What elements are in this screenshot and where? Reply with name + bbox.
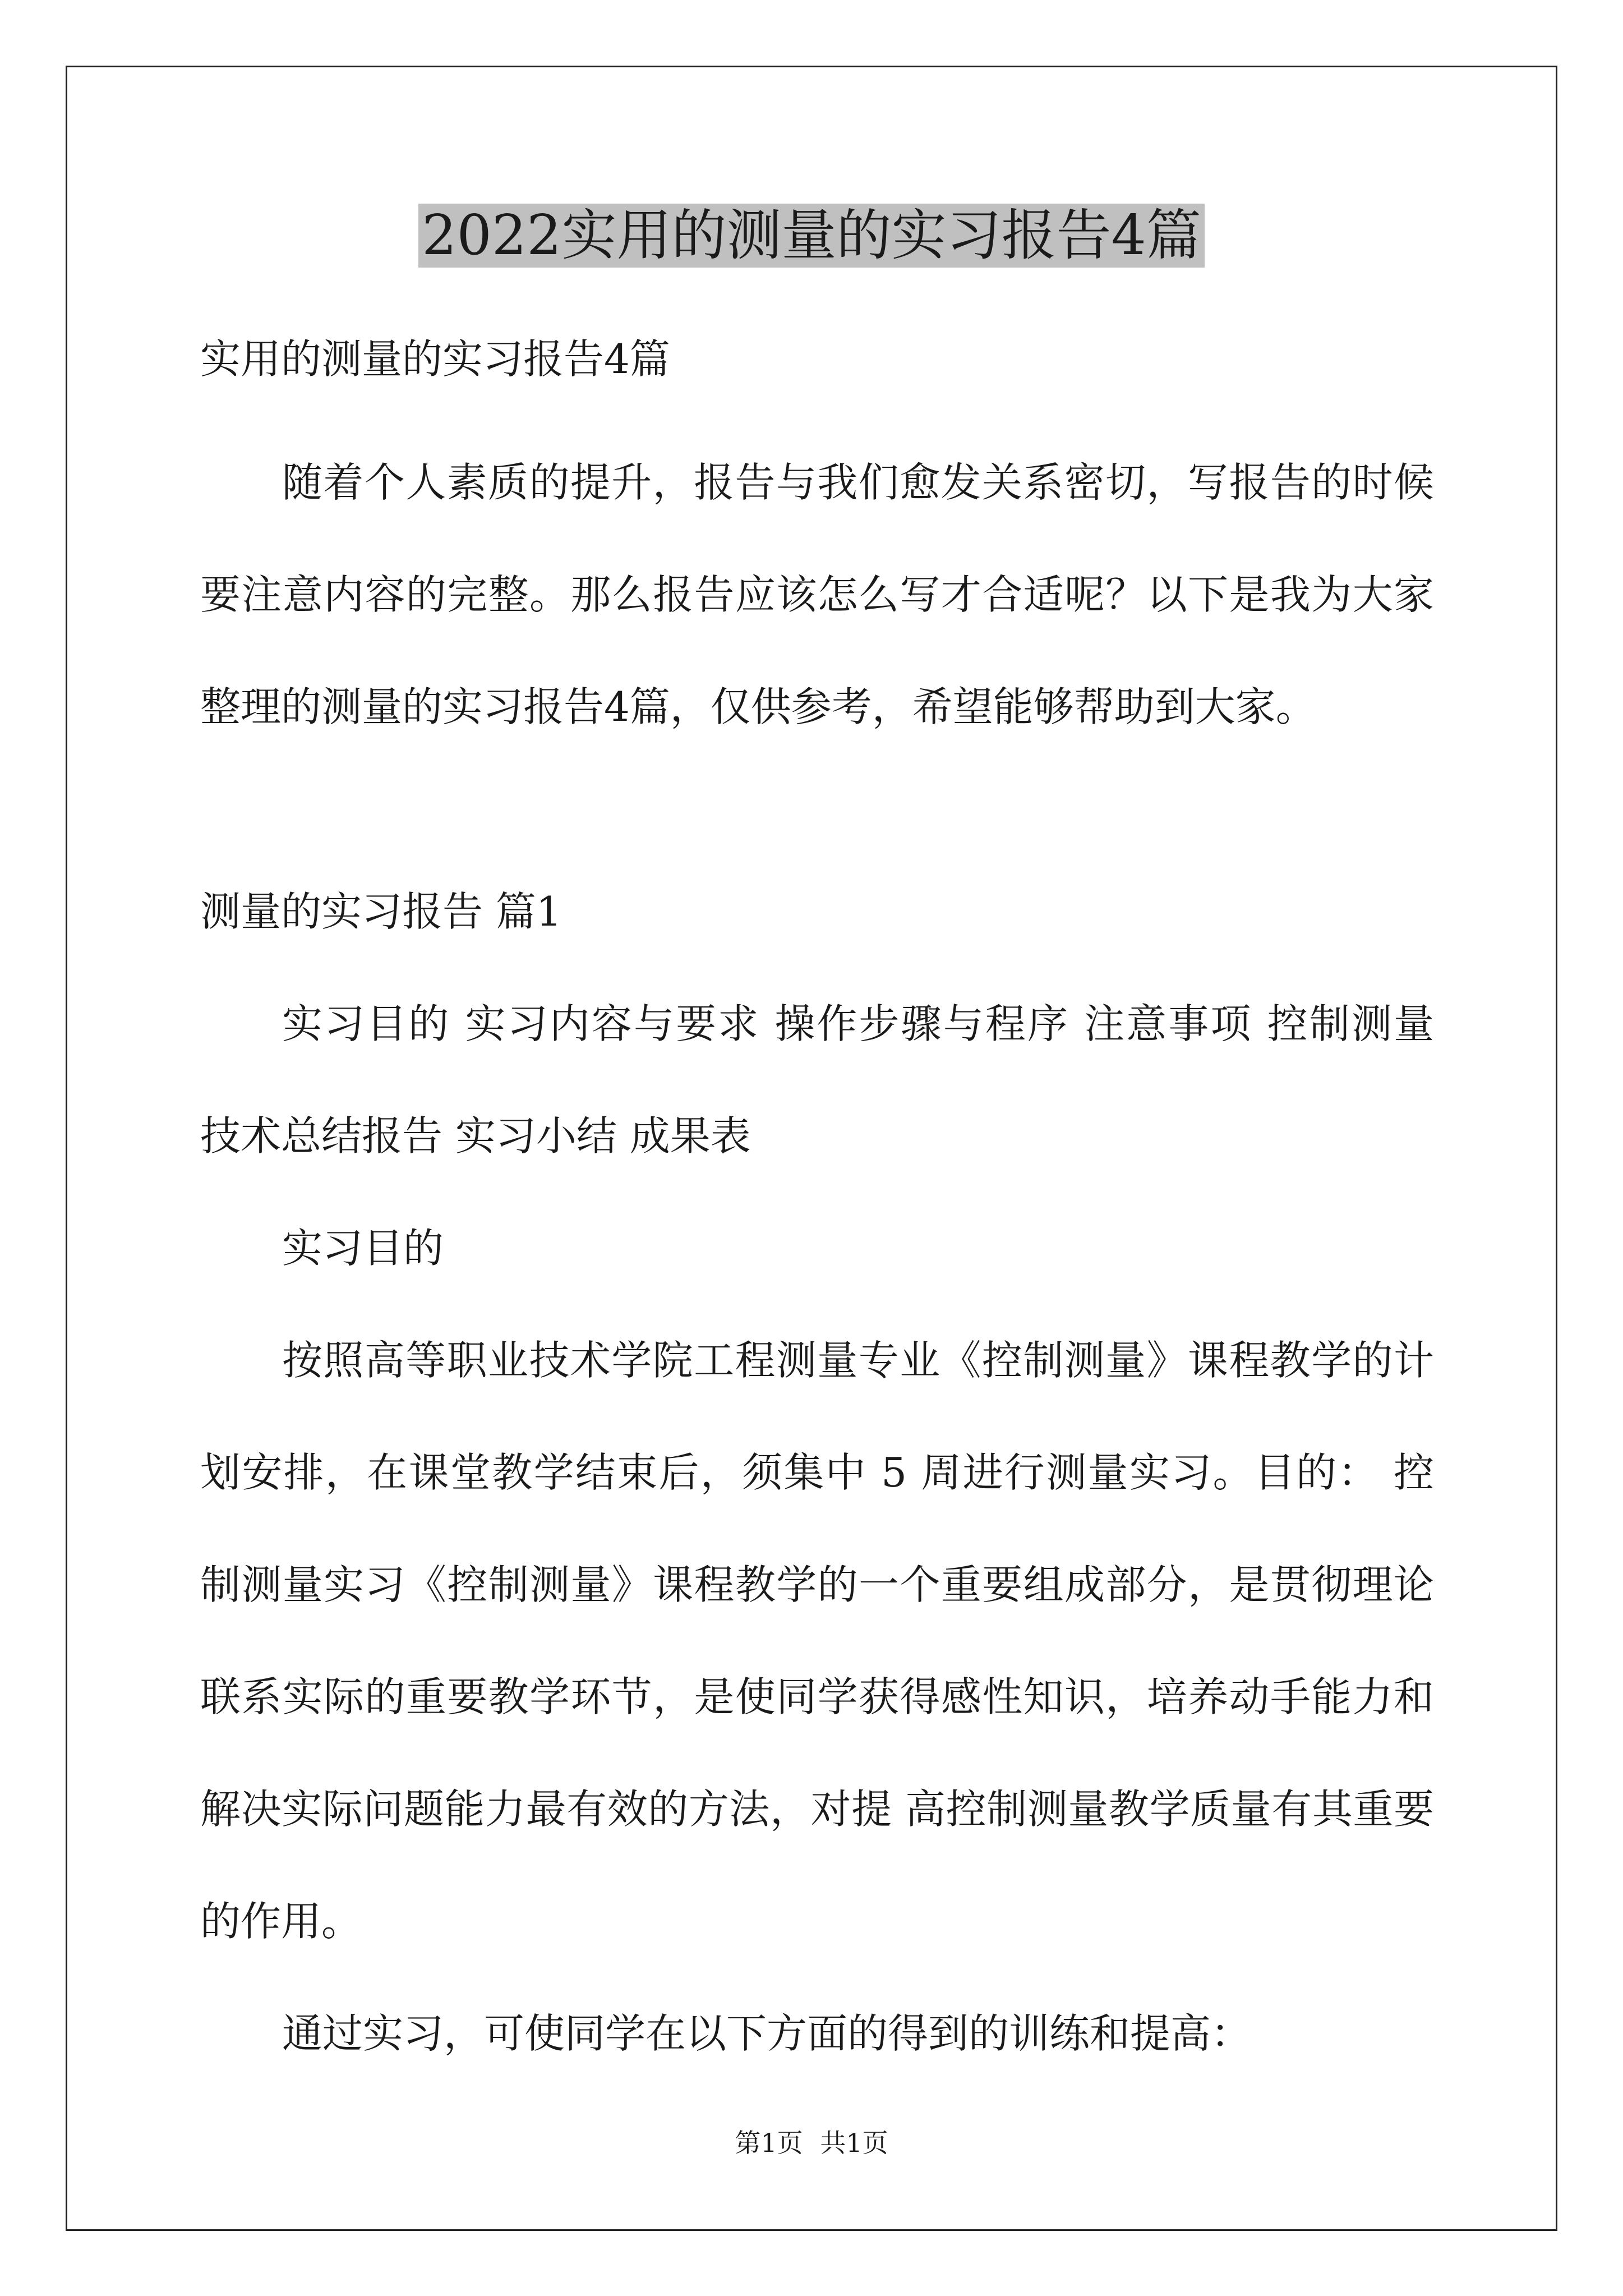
paragraph-line: 解决实际问题能力最有效的方法，对提 高控制测量教学质量有其重要 (200, 1786, 1434, 1833)
page-footer (0, 2126, 1623, 2160)
paragraph-line: 技术总结报告 实习小结 成果表 (200, 1112, 751, 1159)
section-heading: 测量的实习报告 篇1 (200, 888, 562, 935)
paragraph-line: 制测量实习《控制测量》课程教学的一个重要组成部分，是贯彻理论 (200, 1561, 1434, 1608)
paragraph-line: 按照高等职业技术学院工程测量专业《控制测量》课程教学的计 (282, 1337, 1434, 1384)
paragraph-line: 整理的测量的实习报告4篇，仅供参考，希望能够帮助到大家。 (200, 683, 1316, 730)
paragraph-line: 通过实习，可使同学在以下方面的得到的训练和提高： (282, 2010, 1252, 2057)
paragraph-line: 实习目的 实习内容与要求 操作步骤与程序 注意事项 控制测量 (282, 1000, 1434, 1047)
document-title (0, 194, 1623, 278)
page-total: 共1页 (820, 2128, 888, 2158)
subtitle-line: 实用的测量的实习报告4篇 (200, 335, 670, 383)
paragraph-line: 划安排，在课堂教学结束后，须集中 5 周进行测量实习。目的： 控 (200, 1449, 1434, 1496)
page-number: 第1页 (735, 2128, 803, 2158)
subsection-heading: 实习目的 (282, 1225, 444, 1272)
document-title-text: 2022实用的测量的实习报告4篇 (418, 204, 1205, 268)
paragraph-line: 的作用。 (200, 1898, 362, 1945)
paragraph-line: 联系实际的重要教学环节，是使同学获得感性知识，培养动手能力和 (200, 1673, 1434, 1720)
paragraph-line: 要注意内容的完整。那么报告应该怎么写才合适呢？以下是我为大家 (200, 571, 1434, 618)
paragraph-line: 随着个人素质的提升，报告与我们愈发关系密切，写报告的时候 (282, 459, 1434, 506)
